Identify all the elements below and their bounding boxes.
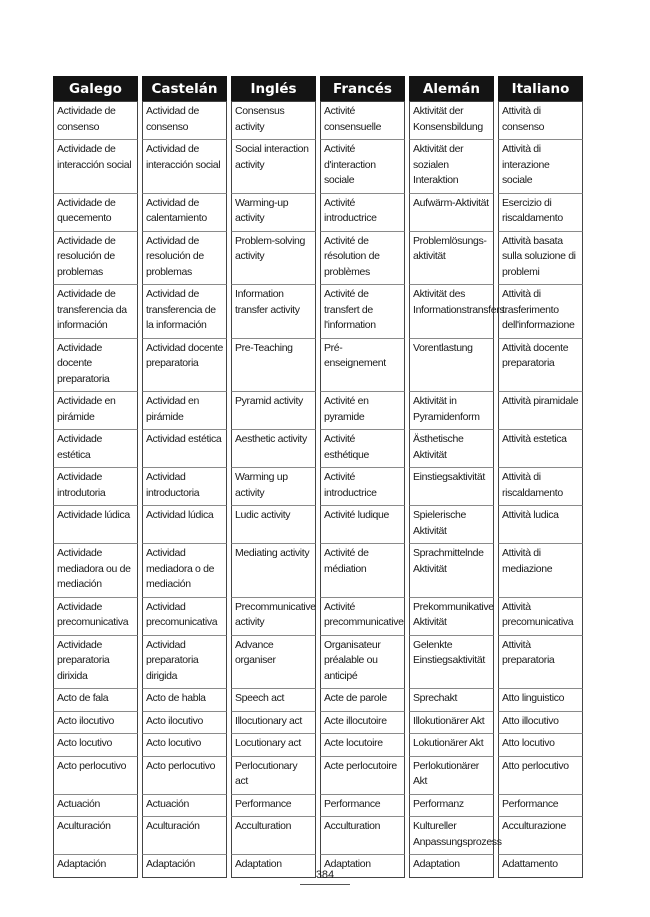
cell-aleman: Aktivität in Pyramidenform (409, 392, 494, 430)
cell-frances: Performance (320, 795, 405, 818)
cell-castelan: Actividad de transferencia de la información (142, 285, 227, 339)
cell-galego: Actividade preparatoria dirixida (53, 636, 138, 690)
cell-ingles: Mediating activity (231, 544, 316, 598)
cell-ingles: Locutionary act (231, 734, 316, 757)
cell-aleman: Lokutionärer Akt (409, 734, 494, 757)
cell-aleman: Aktivität des Informationstransfers (409, 285, 494, 339)
cell-castelan: Actividad introductoria (142, 468, 227, 506)
cell-frances: Activité introductrice (320, 194, 405, 232)
header-frances: Francés (320, 76, 405, 101)
cell-aleman: Sprachmittelnde Aktivität (409, 544, 494, 598)
cell-castelan: Acto ilocutivo (142, 712, 227, 735)
cell-ingles: Problem-solving activity (231, 232, 316, 286)
cell-italiano: Atto locutivo (498, 734, 583, 757)
cell-ingles: Pre-Teaching (231, 339, 316, 393)
cell-galego: Actividade mediadora ou de mediación (53, 544, 138, 598)
cell-castelan: Acto de habla (142, 689, 227, 712)
cell-frances: Acte illocutoire (320, 712, 405, 735)
cell-frances: Activité ludique (320, 506, 405, 544)
cell-frances: Activité de transfert de l'information (320, 285, 405, 339)
cell-aleman: Einstiegsaktivität (409, 468, 494, 506)
cell-galego: Acto de fala (53, 689, 138, 712)
cell-ingles: Adaptation (231, 855, 316, 878)
cell-italiano: Atto perlocutivo (498, 757, 583, 795)
cell-galego: Aculturación (53, 817, 138, 855)
table-row (53, 506, 583, 544)
cell-castelan: Actividad en pirámide (142, 392, 227, 430)
header-aleman: Alemán (409, 76, 494, 101)
cell-italiano: Attività ludica (498, 506, 583, 544)
cell-castelan: Actividad mediadora o de mediación (142, 544, 227, 598)
cell-frances: Organisateur préalable ou anticipé (320, 636, 405, 690)
cell-castelan: Actividad de interacción social (142, 140, 227, 194)
cell-italiano: Attività preparatoria (498, 636, 583, 690)
cell-aleman: Gelenkte Einstiegsaktivität (409, 636, 494, 690)
cell-castelan: Adaptación (142, 855, 227, 878)
cell-aleman: Kultureller Anpassungsprozess (409, 817, 494, 855)
cell-frances: Activité en pyramide (320, 392, 405, 430)
cell-galego: Actividade estética (53, 430, 138, 468)
cell-galego: Actividade docente preparatoria (53, 339, 138, 393)
header-italiano: Italiano (498, 76, 583, 101)
cell-frances: Activité esthétique (320, 430, 405, 468)
cell-frances: Activité d'interaction sociale (320, 140, 405, 194)
cell-frances: Acte de parole (320, 689, 405, 712)
cell-ingles: Acculturation (231, 817, 316, 855)
cell-ingles: Performance (231, 795, 316, 818)
cell-castelan: Acto locutivo (142, 734, 227, 757)
cell-aleman: Prekommunikative Aktivität (409, 598, 494, 636)
cell-ingles: Perlocutionary act (231, 757, 316, 795)
cell-castelan: Actividad de consenso (142, 101, 227, 140)
header-ingles: Inglés (231, 76, 316, 101)
cell-italiano: Attività di trasferimento dell'informazione (498, 285, 583, 339)
cell-castelan: Actividad de resolución de problemas (142, 232, 227, 286)
cell-galego: Actividade de interacción social (53, 140, 138, 194)
cell-aleman: Aufwärm-Aktivität (409, 194, 494, 232)
header-galego: Galego (53, 76, 138, 101)
cell-frances: Activité de médiation (320, 544, 405, 598)
cell-aleman: Aktivität der sozialen Interaktion (409, 140, 494, 194)
page-number: 384 (315, 869, 335, 881)
table-row (53, 636, 583, 690)
cell-galego: Acto perlocutivo (53, 757, 138, 795)
cell-ingles: Social interaction activity (231, 140, 316, 194)
table-row (53, 598, 583, 636)
cell-castelan: Actividad estética (142, 430, 227, 468)
cell-frances: Acte perlocutoire (320, 757, 405, 795)
cell-aleman: Aktivität der Konsensbildung (409, 101, 494, 140)
table-row (53, 430, 583, 468)
table-row (53, 194, 583, 232)
cell-castelan: Aculturación (142, 817, 227, 855)
cell-galego: Actividade de quecemento (53, 194, 138, 232)
cell-italiano: Attività di mediazione (498, 544, 583, 598)
cell-ingles: Warming-up activity (231, 194, 316, 232)
cell-galego: Acto locutivo (53, 734, 138, 757)
cell-aleman: Problemlösungs-aktivität (409, 232, 494, 286)
cell-ingles: Speech act (231, 689, 316, 712)
cell-castelan: Actividad de calentamiento (142, 194, 227, 232)
table-header (53, 76, 583, 101)
cell-italiano: Attività estetica (498, 430, 583, 468)
cell-aleman: Performanz (409, 795, 494, 818)
cell-castelan: Actividad docente preparatoria (142, 339, 227, 393)
cell-italiano: Esercizio di riscaldamento (498, 194, 583, 232)
cell-aleman: Sprechakt (409, 689, 494, 712)
cell-ingles: Precommunicative activity (231, 598, 316, 636)
cell-galego: Actuación (53, 795, 138, 818)
cell-galego: Actividade introdutoria (53, 468, 138, 506)
header-row (53, 76, 583, 101)
cell-galego: Actividade precomunicativa (53, 598, 138, 636)
cell-aleman: Perlokutionärer Akt (409, 757, 494, 795)
cell-italiano: Atto linguistico (498, 689, 583, 712)
cell-frances: Activité precommunicative (320, 598, 405, 636)
cell-frances: Activité introductrice (320, 468, 405, 506)
header-castelan: Castelán (142, 76, 227, 101)
cell-frances: Acculturation (320, 817, 405, 855)
cell-aleman: Spielerische Aktivität (409, 506, 494, 544)
cell-aleman: Ästhetische Aktivität (409, 430, 494, 468)
cell-italiano: Performance (498, 795, 583, 818)
cell-frances: Activité de résolution de problèmes (320, 232, 405, 286)
table-row (53, 339, 583, 393)
cell-castelan: Acto perlocutivo (142, 757, 227, 795)
table-row (53, 392, 583, 430)
cell-italiano: Attività piramidale (498, 392, 583, 430)
table-row (53, 795, 583, 818)
cell-italiano: Atto illocutivo (498, 712, 583, 735)
table-row (53, 734, 583, 757)
cell-castelan: Actuación (142, 795, 227, 818)
cell-italiano: Attività di riscaldamento (498, 468, 583, 506)
cell-italiano: Attività precomunicativa (498, 598, 583, 636)
cell-galego: Acto ilocutivo (53, 712, 138, 735)
cell-ingles: Illocutionary act (231, 712, 316, 735)
cell-ingles: Aesthetic activity (231, 430, 316, 468)
table-row (53, 544, 583, 598)
table-row (53, 140, 583, 194)
cell-ingles: Warming up activity (231, 468, 316, 506)
cell-frances: Adaptation (320, 855, 405, 878)
cell-italiano: Attività di consenso (498, 101, 583, 140)
table-row (53, 285, 583, 339)
cell-galego: Actividade de resolución de problemas (53, 232, 138, 286)
cell-aleman: Illokutionärer Akt (409, 712, 494, 735)
cell-ingles: Advance organiser (231, 636, 316, 690)
cell-frances: Acte locutoire (320, 734, 405, 757)
cell-frances: Pré-enseignement (320, 339, 405, 393)
table-row (53, 757, 583, 795)
cell-galego: Actividade en pirámide (53, 392, 138, 430)
cell-castelan: Actividad lúdica (142, 506, 227, 544)
table-row (53, 101, 583, 140)
cell-italiano: Attività docente preparatoria (498, 339, 583, 393)
table-row (53, 817, 583, 855)
table-body (53, 101, 583, 878)
cell-galego: Adaptación (53, 855, 138, 878)
cell-galego: Actividade de transferencia da información (53, 285, 138, 339)
page-number-rule (300, 884, 350, 885)
cell-aleman: Adaptation (409, 855, 494, 878)
cell-ingles: Pyramid activity (231, 392, 316, 430)
cell-italiano: Attività di interazione sociale (498, 140, 583, 194)
cell-aleman: Vorentlastung (409, 339, 494, 393)
cell-italiano: Acculturazione (498, 817, 583, 855)
cell-italiano: Adattamento (498, 855, 583, 878)
table-row (53, 468, 583, 506)
cell-ingles: Consensus activity (231, 101, 316, 140)
cell-galego: Actividade de consenso (53, 101, 138, 140)
cell-ingles: Information transfer activity (231, 285, 316, 339)
cell-italiano: Attività basata sulla soluzione di problemi (498, 232, 583, 286)
cell-castelan: Actividad preparatoria dirigida (142, 636, 227, 690)
table-row (53, 232, 583, 286)
cell-frances: Activité consensuelle (320, 101, 405, 140)
cell-galego: Actividade lúdica (53, 506, 138, 544)
cell-ingles: Ludic activity (231, 506, 316, 544)
cell-castelan: Actividad precomunicativa (142, 598, 227, 636)
glossary-table (49, 76, 587, 878)
table-row (53, 712, 583, 735)
table-row (53, 689, 583, 712)
